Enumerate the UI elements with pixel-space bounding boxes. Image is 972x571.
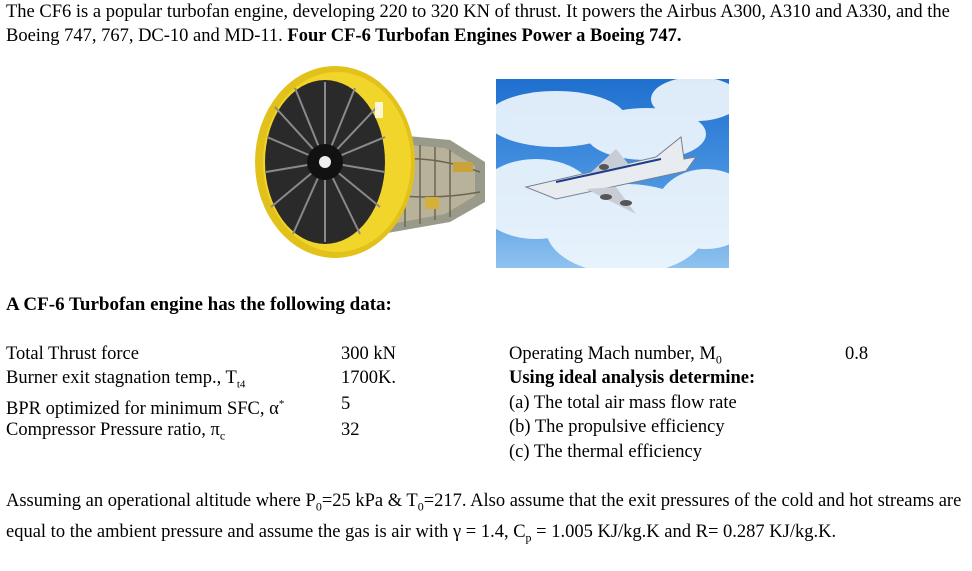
- bpr-value: 5: [341, 394, 351, 414]
- assumption-text-4: = 1.005 KJ/kg.K and R= 0.287 KJ/kg.K.: [531, 521, 837, 542]
- assumption-sub-1: 0: [315, 499, 322, 514]
- question-c: (c) The thermal efficiency: [509, 442, 702, 462]
- bpr-label: [6, 392, 284, 421]
- assumption-text-3: =217. Also assume that the exit pressures of the cold and hot streams are equal to the ambient pressure and assume the gas is air with γ = 1.4, C: [6, 491, 962, 542]
- mach-value: 0.8: [845, 344, 869, 364]
- bpr-sup: *: [278, 398, 285, 410]
- mach-text: Operating Mach number, M: [509, 344, 716, 364]
- intro-bold-text: Four CF-6 Turbofan Engines Power a Boeing 747.: [287, 26, 682, 46]
- intro-text: The CF6 is a popular turbofan engine, developing 220 to 320 KN of thrust. It powers the Airbus A300, A310 and A330, and the Boeing 747, 767, DC-10 and MD-11.: [6, 2, 950, 46]
- intro-paragraph: [6, 0, 968, 48]
- question-b: (b) The propulsive efficiency: [509, 417, 725, 437]
- bpr-text: BPR optimized for minimum SFC, α: [6, 399, 279, 420]
- assumption-text-1: Assuming an operational altitude where P: [6, 491, 316, 511]
- engine-image: [255, 62, 490, 262]
- question-a: (a) The total air mass flow rate: [509, 393, 737, 413]
- burner-temp-text: Burner exit stagnation temp., T: [6, 368, 237, 388]
- compressor-value: 32: [341, 420, 360, 440]
- assumption-sub-2: 0: [417, 499, 424, 514]
- thrust-value: 300 kN: [341, 344, 396, 364]
- thrust-label: Total Thrust force: [6, 344, 139, 364]
- mach-sub: 0: [715, 352, 722, 367]
- airplane-image: [496, 79, 729, 268]
- determine-heading: Using ideal analysis determine:: [509, 368, 756, 388]
- burner-temp-sub: t4: [236, 378, 246, 391]
- burner-temp-value: 1700K.: [341, 368, 396, 388]
- compressor-label: [6, 418, 225, 448]
- compressor-text: Compressor Pressure ratio, π: [6, 420, 220, 440]
- data-heading: A CF-6 Turbofan engine has the following data:: [6, 294, 392, 315]
- assumption-text-2: =25 kPa & T: [321, 491, 418, 511]
- assumptions-paragraph: [6, 489, 968, 550]
- assumption-sub-3: p: [525, 530, 532, 545]
- compressor-sub: c: [219, 428, 226, 443]
